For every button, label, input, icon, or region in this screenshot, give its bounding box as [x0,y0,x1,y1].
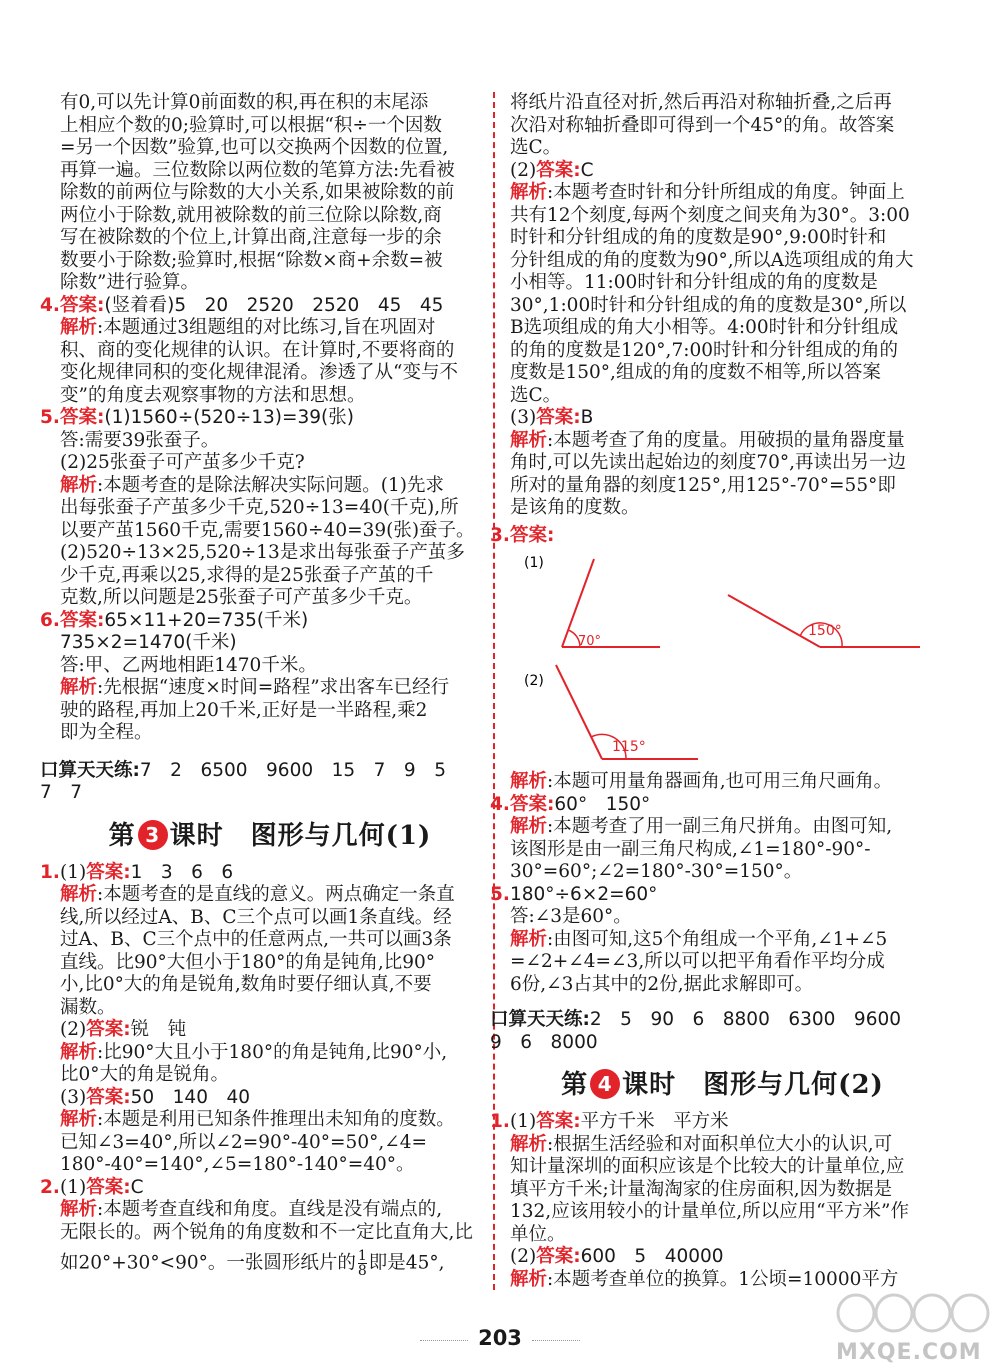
lesson3-q1-answer [40,862,480,884]
analysis-line: 角时,可以先读出起始边的刻度70°,再读出另一边 [510,452,907,473]
analysis-text: :本题考查单位的换算。1公顷=10000平方 [547,1268,899,1290]
angle-label: 70° [578,634,602,649]
analysis-text: 如20°+30°<90°。一张圆形纸片的 [60,1252,356,1274]
analysis-label: 解析 [510,771,548,792]
angle-drawings [510,547,935,767]
analysis-line: 即为全程。 [60,722,153,743]
analysis-line: 知计量深圳的面积应该是个比较大的计量单位,应 [510,1156,905,1177]
analysis-text: :比90°大且小于180°的角是钝角,比90°小, [97,1041,448,1063]
analysis-line: 直线。比90°大但小于180°的角是钝角,比90° [60,951,436,973]
question-number: 2. [40,1176,60,1198]
analysis-line [510,430,935,452]
analysis-line: 6份,∠3占其中的2份,据此求解即可。 [510,973,814,995]
answer-label: 答案: [60,294,105,316]
analysis-line [60,1199,480,1221]
angle-115 [556,665,698,759]
answer-label: 答案: [86,1019,131,1040]
analysis-line [60,317,480,339]
question-number: 4. [40,294,60,316]
analysis-line: 180°-40°=140°,∠5=180°-140°=40°。 [60,1154,415,1175]
answer-label: 答案: [86,1176,131,1198]
analysis-label: 解析 [60,677,98,698]
kousuan-values: 2 5 90 6 8800 6300 9600 [589,1009,902,1030]
analysis-line: 驶的路程,再加上20千米,正好是一半路程,乘2 [60,699,428,721]
answer-text: (1)1560÷(520÷13)=39(张) [104,407,354,428]
answer-label: 答案: [60,407,105,428]
intro-line: 上相应个数的0;验算时,可以根据“积÷一个因数 [60,114,442,136]
answer-label: 答案: [536,159,581,181]
watermark-text: MXQE.COM [836,1340,982,1365]
analysis-label: 解析 [510,182,548,203]
question-5-answer [490,884,935,906]
answer-text: 600 5 40000 [580,1246,724,1267]
sub-question: (1) [510,1111,537,1132]
sub-answer [510,407,935,429]
analysis-line: 是该角的度数。 [510,497,640,518]
analysis-text: :本题考查了用一副三角尺拼角。由图可知, [547,816,893,837]
answer-text: C [130,1176,144,1198]
question-5-answer [40,407,480,429]
sub-question: (2) [510,1246,537,1267]
angle-label: 150° [808,623,842,639]
answer-text: 180°÷6×2=60° [510,883,658,905]
answer-line: 735×2=1470(千米) [60,632,237,653]
question-number: 3. [490,524,510,546]
kousuan-label: 口算天天练: [490,1009,590,1030]
analysis-text: :由图可知,这5个角组成一个平角,∠1+∠5 [547,928,888,950]
analysis-line: 时针和分针组成的角的度数是90°,9:00时针和 [510,227,887,248]
analysis-line: 填平方千米;计量淘淘家的住房面积,因为数据是 [510,1178,893,1200]
analysis-line: 次沿对称轴折叠即可得到一个45°的角。故答案 [510,114,895,136]
question-number: 1. [490,1111,510,1132]
analysis-line: 以要产茧1560千克,需要1560÷40=39(张)蚕子。 [60,519,475,541]
analysis-text: :根据生活经验和对面积单位大小的认识,可 [547,1133,893,1155]
right-column [490,92,935,1291]
analysis-line: 比0°大的角是锐角。 [60,1064,230,1085]
answer-label: 答案: [60,609,105,631]
analysis-line [60,1109,480,1131]
analysis-line: 已知∠3=40°,所以∠2=90°-40°=50°,∠4= [60,1131,427,1153]
answer-label: 答案: [86,1086,131,1108]
question-4-answer [40,295,480,317]
analysis-line: (2)520÷13×25,520÷13是求出每张蚕子产茧多 [60,542,465,563]
analysis-line: 选C。 [510,137,562,158]
lesson-heading [510,1065,935,1105]
angle-figures [510,547,935,767]
answer-line: 答:需要39张蚕子。 [60,429,220,451]
analysis-line: 30°,1:00时针和分针组成的角的度数是30°,所以 [510,294,907,316]
analysis-line: 出每张蚕子产茧多少千克,520÷13=40(千克),所 [60,497,459,518]
question-number: 1. [40,861,60,883]
answer-line: 答:∠3是60°。 [510,906,632,927]
intro-line: 除数的前两位与除数的大小关系,如果被除数的前 [60,182,455,203]
fraction-numerator: 1 [357,1248,367,1264]
question-6-answer [40,610,480,632]
question-3-answer [490,525,935,547]
analysis-line [510,771,935,793]
kousuan-block [40,760,480,782]
lesson-number-badge: 3 [138,820,168,850]
angle-label: 115° [612,739,646,755]
analysis-text: :本题考查了角的度量。用破损的量角器度量 [547,429,905,451]
analysis-label: 解析 [60,1199,98,1220]
fraction [358,1249,367,1278]
answer-text: 1 3 6 6 [130,861,234,883]
analysis-text: :本题可用量角器画角,也可用三角尺画角。 [547,771,893,792]
lesson-number-badge: 4 [590,1069,620,1099]
analysis-line: 变”的角度去观察事物的方法和思想。 [60,384,366,406]
analysis-line: 线,所以经过A、B、C三个点可以画1条直线。经 [60,906,452,928]
question-number: 5. [40,407,60,428]
analysis-line [510,182,935,204]
analysis-line: 该图形是由一副三角尺构成,∠1=180°-90°- [510,838,871,860]
page-number-rule-right [532,1340,580,1341]
analysis-text: :本题通过3组题组的对比练习,旨在巩固对 [97,317,436,338]
analysis-label: 解析 [510,1268,548,1290]
analysis-line: 共有12个刻度,每两个刻度之间夹角为30°。3:00 [510,204,910,226]
heading-text: 课时 图形与几何(2) [622,1070,884,1100]
analysis-label: 解析 [60,474,98,496]
question-number: 5. [490,883,510,905]
analysis-line: 小,比0°大的角是锐角,数角时要仔细认真,不要 [60,974,432,995]
sub-question: (1) [60,861,87,883]
intro-line: 除数”进行验算。 [60,272,199,293]
answer-text: 锐 钝 [130,1019,187,1040]
analysis-line: 选C。 [510,384,562,406]
intro-line: 数要小于除数;验算时,根据“除数×商+余数=被 [60,249,443,271]
analysis-line: 变化规律同积的变化规律混淆。渗透了从“变与不 [60,362,458,383]
analysis-text: 即是45°, [368,1252,445,1274]
analysis-label: 解析 [60,1109,98,1130]
heading-text: 第 [108,820,136,851]
sub-answer [60,1087,480,1109]
question-4-answer [490,794,935,816]
sub-answer [60,1019,480,1041]
analysis-line: 积、商的变化规律的认识。在计算时,不要将商的 [60,339,455,361]
analysis-line: 度数是150°,组成的角的度数不相等,所以答案 [510,362,881,383]
intro-line: 写在被除数的个位上,计算出商,注意每一步的余 [60,227,442,248]
analysis-line [510,816,935,838]
answer-label: 答案: [536,1111,581,1132]
analysis-label: 解析 [60,1041,98,1063]
answer-label: 答案: [510,793,555,815]
answer-text: C [580,159,594,181]
answer-text: B [580,407,594,428]
figure-1-label: (1) [524,555,544,571]
analysis-text: :本题考查的是直线的意义。两点确定一条直 [97,884,455,905]
analysis-line [510,1134,935,1156]
lesson-heading [60,816,480,856]
answer-label: 答案: [510,524,555,546]
analysis-line [60,1042,480,1064]
intro-line: =另一个因数”验算,也可以交换两个因数的位置, [60,137,449,158]
analysis-line: 克数,所以问题是25张蚕子可产茧多少千克。 [60,587,423,608]
analysis-line: 无限长的。两个锐角的角度数和不一定比直角大,比 [60,1221,473,1243]
question-number: 4. [490,793,510,815]
analysis-text: :本题是利用已知条件推理出未知角的度数。 [97,1109,455,1130]
analysis-text: :先根据“速度×时间=路程”求出客车已经行 [97,677,450,698]
answer-text: 60° 150° [554,793,651,815]
analysis-label: 解析 [60,317,98,338]
analysis-line: 小相等。11:00时针和分针组成的角的度数是 [510,272,878,293]
sub-answer [510,1246,935,1268]
question-number: 6. [40,609,60,631]
sub-question: (3) [510,407,537,428]
analysis-line [60,1249,480,1278]
sub-question: (3) [60,1086,87,1108]
analysis-label: 解析 [60,884,98,905]
analysis-line: 漏数。 [60,996,116,1018]
lesson3-q2-answer [40,1177,480,1199]
lesson4-q1-answer [490,1111,935,1133]
left-column [40,92,480,1279]
analysis-line [60,677,480,699]
sub-question: (1) [60,1176,87,1198]
analysis-line: 将纸片沿直径对折,然后再沿对称轴折叠,之后再 [510,92,892,113]
kousuan-values: 7 2 6500 9600 15 7 9 5 [139,759,446,781]
analysis-line: 132,应该用较小的计量单位,所以应用“平方米”作 [510,1201,909,1222]
answer-text: (竖着看)5 20 2520 2520 45 45 [104,294,444,316]
analysis-line: 过A、B、C三个点中的任意两点,一共可以画3条 [60,929,452,950]
analysis-line [510,929,935,951]
analysis-line: 分针组成的角的度数为90°,所以A选项组成的角大 [510,249,914,271]
analysis-line: 的角的度数是120°,7:00时针和分针组成的角的 [510,339,898,361]
heading-text: 第 [561,1070,589,1100]
answer-label: 答案: [536,407,581,428]
answer-text: 50 140 40 [130,1086,251,1108]
answer-text: 65×11+20=735(千米) [104,609,309,631]
answer-line: 答:甲、乙两地相距1470千米。 [60,654,317,676]
angle-70 [562,559,660,649]
sub-question: (2) [60,1019,87,1040]
heading-text: 课时 图形与几何(1) [169,820,432,851]
answer-text: 平方千米 平方米 [580,1111,729,1132]
figure-2-label: (2) [524,673,544,689]
analysis-line: B选项组成的角大小相等。4:00时针和分针组成 [510,317,899,338]
sub-answer [510,160,935,182]
analysis-line [60,884,480,906]
angle-150 [728,595,920,647]
fraction-denominator: 8 [357,1263,367,1279]
analysis-line: 30°=60°;∠2=180°-30°=150°。 [510,861,803,882]
answer-label: 答案: [536,1246,581,1267]
analysis-text: :本题考查时针和分针所组成的角度。钟面上 [547,182,905,203]
intro-line: 有0,可以先计算0前面数的积,再在积的末尾添 [60,92,429,113]
analysis-label: 解析 [510,816,548,837]
answer-label: 答案: [86,861,131,883]
intro-line: 再算一遍。三位数除以两位数的笔算方法:先看被 [60,159,455,181]
kousuan-values: 9 6 8000 [490,1031,598,1053]
analysis-label: 解析 [510,928,548,950]
kousuan-label: 口算天天练: [40,759,140,781]
analysis-text: :本题考查直线和角度。直线是没有端点的, [97,1199,443,1220]
analysis-line: 少千克,再乘以25,求得的是25张蚕子产茧的千 [60,564,434,586]
analysis-label: 解析 [510,429,548,451]
intro-line: 两位小于除数,就用被除数的前三位除以除数,商 [60,204,442,226]
analysis-label: 解析 [510,1133,548,1155]
kousuan-values: 7 7 [40,782,83,803]
kousuan-block [490,1009,935,1031]
answer-line: (2)25张蚕子可产茧多少千克? [60,452,305,473]
analysis-line: =∠2+∠4=∠3,所以可以把平角看作平均分成 [510,951,885,972]
analysis-line: 单位。 [510,1223,566,1245]
analysis-line [60,475,480,497]
analysis-text: :本题考查的是除法解决实际问题。(1)先求 [97,474,444,496]
analysis-line: 所对的量角器的刻度125°,用125°-70°=55°即 [510,474,896,496]
page-number: 203 [478,1326,522,1350]
sub-question: (2) [510,159,537,181]
